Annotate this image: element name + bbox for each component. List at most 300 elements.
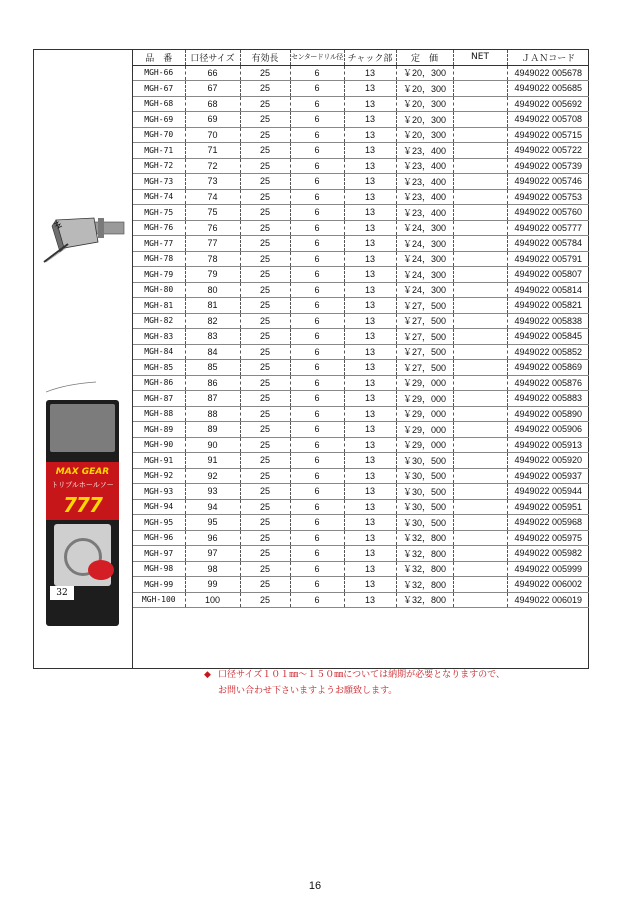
- cell-center-drill: 6: [290, 205, 344, 221]
- cell-part-number: MGH-88: [133, 406, 185, 422]
- cell-effective-length: 25: [240, 468, 290, 484]
- cell-chuck: 13: [344, 344, 396, 360]
- cell-diameter: 80: [185, 282, 240, 298]
- cell-jan-code: 4949022 005814: [507, 282, 589, 298]
- cell-list-price: ￥29，000: [396, 437, 453, 453]
- cell-list-price: ￥20，300: [396, 112, 453, 128]
- cell-jan-code: 4949022 005791: [507, 251, 589, 267]
- hole-saw-image: [42, 212, 128, 272]
- cell-center-drill: 6: [290, 143, 344, 159]
- table-row: [133, 360, 589, 376]
- cell-effective-length: 25: [240, 453, 290, 469]
- header-part-number: 品 番: [133, 50, 185, 65]
- cell-part-number: MGH-69: [133, 112, 185, 128]
- cell-net: [453, 127, 507, 143]
- cell-diameter: 72: [185, 158, 240, 174]
- cell-list-price: ￥32，800: [396, 577, 453, 593]
- cell-part-number: MGH-92: [133, 468, 185, 484]
- cell-jan-code: 4949022 005845: [507, 329, 589, 345]
- cell-jan-code: 4949022 005777: [507, 220, 589, 236]
- cell-center-drill: 6: [290, 391, 344, 407]
- cell-chuck: 13: [344, 329, 396, 345]
- cell-chuck: 13: [344, 189, 396, 205]
- cell-net: [453, 546, 507, 562]
- cell-diameter: 85: [185, 360, 240, 376]
- cell-center-drill: 6: [290, 267, 344, 283]
- cell-chuck: 13: [344, 453, 396, 469]
- cell-chuck: 13: [344, 375, 396, 391]
- cell-list-price: ￥30，500: [396, 499, 453, 515]
- cell-chuck: 13: [344, 205, 396, 221]
- cell-diameter: 90: [185, 437, 240, 453]
- table-row: [133, 65, 589, 81]
- cell-part-number: MGH-85: [133, 360, 185, 376]
- package-size-label: 32: [50, 586, 74, 600]
- cell-effective-length: 25: [240, 422, 290, 438]
- cell-chuck: 13: [344, 437, 396, 453]
- cell-chuck: 13: [344, 282, 396, 298]
- cell-part-number: MGH-77: [133, 236, 185, 252]
- cell-chuck: 13: [344, 406, 396, 422]
- cell-part-number: MGH-89: [133, 422, 185, 438]
- cell-effective-length: 25: [240, 251, 290, 267]
- cell-center-drill: 6: [290, 422, 344, 438]
- cell-net: [453, 205, 507, 221]
- cell-part-number: MGH-82: [133, 313, 185, 329]
- cell-part-number: MGH-96: [133, 530, 185, 546]
- cell-effective-length: 25: [240, 360, 290, 376]
- table-row: [133, 453, 589, 469]
- cell-center-drill: 6: [290, 499, 344, 515]
- cell-net: [453, 65, 507, 81]
- cell-part-number: MGH-74: [133, 189, 185, 205]
- table-row: [133, 592, 589, 608]
- cell-net: [453, 530, 507, 546]
- package-model: トリプルホールソー: [51, 481, 114, 489]
- cell-diameter: 97: [185, 546, 240, 562]
- cell-center-drill: 6: [290, 406, 344, 422]
- table-header-row: [133, 50, 589, 65]
- cell-part-number: MGH-68: [133, 96, 185, 112]
- cell-effective-length: 25: [240, 437, 290, 453]
- header-center-drill: センタードリル径: [290, 50, 344, 65]
- cell-part-number: MGH-72: [133, 158, 185, 174]
- cell-center-drill: 6: [290, 220, 344, 236]
- cell-jan-code: 4949022 005999: [507, 561, 589, 577]
- cell-list-price: ￥20，300: [396, 81, 453, 97]
- cell-diameter: 87: [185, 391, 240, 407]
- cell-list-price: ￥30，500: [396, 515, 453, 531]
- cell-diameter: 71: [185, 143, 240, 159]
- cell-diameter: 67: [185, 81, 240, 97]
- cell-chuck: 13: [344, 422, 396, 438]
- cell-net: [453, 251, 507, 267]
- cell-center-drill: 6: [290, 375, 344, 391]
- cell-effective-length: 25: [240, 81, 290, 97]
- cell-net: [453, 422, 507, 438]
- cell-diameter: 84: [185, 344, 240, 360]
- cell-center-drill: 6: [290, 546, 344, 562]
- cell-diameter: 79: [185, 267, 240, 283]
- cell-diameter: 99: [185, 577, 240, 593]
- cell-jan-code: 4949022 005821: [507, 298, 589, 314]
- table-row: [133, 298, 589, 314]
- table-row: [133, 158, 589, 174]
- catalog-frame: [33, 49, 589, 696]
- cell-part-number: MGH-97: [133, 546, 185, 562]
- cell-part-number: MGH-73: [133, 174, 185, 190]
- cell-center-drill: 6: [290, 127, 344, 143]
- cell-effective-length: 25: [240, 298, 290, 314]
- cell-jan-code: 4949022 005975: [507, 530, 589, 546]
- package-model-number: 777: [63, 493, 102, 517]
- header-effective-length: 有効長: [240, 50, 290, 65]
- cell-diameter: 82: [185, 313, 240, 329]
- cell-center-drill: 6: [290, 344, 344, 360]
- cell-net: [453, 112, 507, 128]
- cell-jan-code: 4949022 005685: [507, 81, 589, 97]
- cell-diameter: 75: [185, 205, 240, 221]
- cell-effective-length: 25: [240, 112, 290, 128]
- cell-part-number: MGH-71: [133, 143, 185, 159]
- table-row: [133, 143, 589, 159]
- cell-part-number: MGH-76: [133, 220, 185, 236]
- cell-part-number: MGH-80: [133, 282, 185, 298]
- cell-part-number: MGH-67: [133, 81, 185, 97]
- cell-diameter: 76: [185, 220, 240, 236]
- table-row: [133, 391, 589, 407]
- cell-list-price: ￥30，500: [396, 484, 453, 500]
- table-row: [133, 189, 589, 205]
- cell-jan-code: 4949022 005760: [507, 205, 589, 221]
- cell-chuck: 13: [344, 236, 396, 252]
- cell-diameter: 73: [185, 174, 240, 190]
- cell-center-drill: 6: [290, 96, 344, 112]
- cell-chuck: 13: [344, 158, 396, 174]
- cell-center-drill: 6: [290, 298, 344, 314]
- cell-diameter: 78: [185, 251, 240, 267]
- cell-effective-length: 25: [240, 158, 290, 174]
- table-row: [133, 422, 589, 438]
- cell-effective-length: 25: [240, 236, 290, 252]
- cell-diameter: 86: [185, 375, 240, 391]
- cell-center-drill: 6: [290, 484, 344, 500]
- cell-jan-code: 4949022 005883: [507, 391, 589, 407]
- cell-jan-code: 4949022 005982: [507, 546, 589, 562]
- cell-list-price: ￥29，000: [396, 375, 453, 391]
- cell-jan-code: 4949022 005920: [507, 453, 589, 469]
- cell-center-drill: 6: [290, 577, 344, 593]
- cell-diameter: 92: [185, 468, 240, 484]
- cell-center-drill: 6: [290, 592, 344, 608]
- cell-diameter: 93: [185, 484, 240, 500]
- cell-net: [453, 406, 507, 422]
- cell-list-price: ￥27，500: [396, 313, 453, 329]
- cell-list-price: ￥32，800: [396, 530, 453, 546]
- cell-net: [453, 375, 507, 391]
- cell-net: [453, 561, 507, 577]
- cell-effective-length: 25: [240, 484, 290, 500]
- cell-chuck: 13: [344, 313, 396, 329]
- table-row: [133, 515, 589, 531]
- table-row: [133, 406, 589, 422]
- cell-jan-code: 4949022 005852: [507, 344, 589, 360]
- cell-jan-code: 4949022 005715: [507, 127, 589, 143]
- cell-jan-code: 4949022 005890: [507, 406, 589, 422]
- table-row: [133, 468, 589, 484]
- cell-part-number: MGH-79: [133, 267, 185, 283]
- table-row: [133, 546, 589, 562]
- cell-net: [453, 592, 507, 608]
- cell-net: [453, 499, 507, 515]
- cell-effective-length: 25: [240, 515, 290, 531]
- cell-jan-code: 4949022 005968: [507, 515, 589, 531]
- cell-part-number: MGH-81: [133, 298, 185, 314]
- cell-part-number: MGH-78: [133, 251, 185, 267]
- cell-part-number: MGH-90: [133, 437, 185, 453]
- cell-diameter: 70: [185, 127, 240, 143]
- cell-net: [453, 236, 507, 252]
- cell-center-drill: 6: [290, 251, 344, 267]
- table-row: [133, 484, 589, 500]
- table-row: [133, 329, 589, 345]
- cell-center-drill: 6: [290, 174, 344, 190]
- cell-diameter: 89: [185, 422, 240, 438]
- cell-part-number: MGH-84: [133, 344, 185, 360]
- cell-list-price: ￥32，800: [396, 561, 453, 577]
- cell-net: [453, 174, 507, 190]
- cell-part-number: MGH-94: [133, 499, 185, 515]
- cell-center-drill: 6: [290, 189, 344, 205]
- cell-diameter: 98: [185, 561, 240, 577]
- diamond-bullet-icon: ◆: [204, 670, 211, 680]
- cell-chuck: 13: [344, 561, 396, 577]
- cell-chuck: 13: [344, 298, 396, 314]
- cell-jan-code: 4949022 005937: [507, 468, 589, 484]
- package-saws-top: [50, 404, 115, 452]
- cell-chuck: 13: [344, 127, 396, 143]
- cell-list-price: ￥20，300: [396, 65, 453, 81]
- cell-chuck: 13: [344, 96, 396, 112]
- cell-chuck: 13: [344, 251, 396, 267]
- cable-image: [46, 378, 96, 394]
- cell-effective-length: 25: [240, 499, 290, 515]
- cell-net: [453, 344, 507, 360]
- cell-net: [453, 313, 507, 329]
- cell-part-number: MGH-70: [133, 127, 185, 143]
- cell-effective-length: 25: [240, 174, 290, 190]
- table-row: [133, 267, 589, 283]
- cell-effective-length: 25: [240, 205, 290, 221]
- cell-effective-length: 25: [240, 282, 290, 298]
- cell-part-number: MGH-87: [133, 391, 185, 407]
- cell-net: [453, 453, 507, 469]
- cell-net: [453, 96, 507, 112]
- product-image-column: [34, 50, 133, 668]
- table-row: [133, 236, 589, 252]
- cell-chuck: 13: [344, 592, 396, 608]
- cell-effective-length: 25: [240, 313, 290, 329]
- cell-diameter: 88: [185, 406, 240, 422]
- table-row: [133, 437, 589, 453]
- cell-part-number: MGH-91: [133, 453, 185, 469]
- table-row: [133, 530, 589, 546]
- cell-list-price: ￥23，400: [396, 189, 453, 205]
- cell-center-drill: 6: [290, 515, 344, 531]
- cell-center-drill: 6: [290, 468, 344, 484]
- cell-effective-length: 25: [240, 375, 290, 391]
- cell-jan-code: 4949022 005722: [507, 143, 589, 159]
- cell-effective-length: 25: [240, 406, 290, 422]
- cell-diameter: 81: [185, 298, 240, 314]
- package-footer: [50, 608, 115, 616]
- cell-jan-code: 4949022 005906: [507, 422, 589, 438]
- cell-effective-length: 25: [240, 127, 290, 143]
- cell-list-price: ￥32，800: [396, 546, 453, 562]
- table-row: [133, 499, 589, 515]
- cell-jan-code: 4949022 005739: [507, 158, 589, 174]
- cell-list-price: ￥24，300: [396, 282, 453, 298]
- cell-list-price: ￥29，000: [396, 406, 453, 422]
- cell-net: [453, 81, 507, 97]
- cell-list-price: ￥24，300: [396, 251, 453, 267]
- cell-effective-length: 25: [240, 329, 290, 345]
- table-row: [133, 561, 589, 577]
- cell-jan-code: 4949022 005944: [507, 484, 589, 500]
- cell-effective-length: 25: [240, 143, 290, 159]
- spec-table: [133, 50, 589, 608]
- cell-diameter: 100: [185, 592, 240, 608]
- spec-table-body: [133, 65, 589, 608]
- cell-list-price: ￥23，400: [396, 205, 453, 221]
- cell-part-number: MGH-83: [133, 329, 185, 345]
- cell-effective-length: 25: [240, 189, 290, 205]
- cell-center-drill: 6: [290, 112, 344, 128]
- cell-chuck: 13: [344, 515, 396, 531]
- cell-effective-length: 25: [240, 220, 290, 236]
- cell-center-drill: 6: [290, 81, 344, 97]
- header-net: NET: [453, 50, 507, 65]
- cell-jan-code: 4949022 006002: [507, 577, 589, 593]
- header-chuck: チャック部: [344, 50, 396, 65]
- cell-jan-code: 4949022 005746: [507, 174, 589, 190]
- cell-jan-code: 4949022 005708: [507, 112, 589, 128]
- cell-net: [453, 220, 507, 236]
- cell-effective-length: 25: [240, 561, 290, 577]
- cell-diameter: 68: [185, 96, 240, 112]
- cell-effective-length: 25: [240, 96, 290, 112]
- cell-net: [453, 577, 507, 593]
- cell-list-price: ￥20，300: [396, 127, 453, 143]
- table-row: [133, 127, 589, 143]
- notes: [204, 667, 505, 699]
- cell-effective-length: 25: [240, 546, 290, 562]
- cell-center-drill: 6: [290, 313, 344, 329]
- cell-chuck: 13: [344, 143, 396, 159]
- cell-chuck: 13: [344, 174, 396, 190]
- cell-diameter: 69: [185, 112, 240, 128]
- cell-list-price: ￥32，800: [396, 592, 453, 608]
- package-brand: MAX GEAR: [55, 467, 110, 477]
- cell-chuck: 13: [344, 220, 396, 236]
- note-line-1: [204, 667, 505, 683]
- cell-net: [453, 468, 507, 484]
- cell-chuck: 13: [344, 499, 396, 515]
- table-row: [133, 205, 589, 221]
- table-row: [133, 96, 589, 112]
- cell-net: [453, 484, 507, 500]
- cell-center-drill: 6: [290, 530, 344, 546]
- cell-jan-code: 4949022 005838: [507, 313, 589, 329]
- cell-part-number: MGH-75: [133, 205, 185, 221]
- cell-chuck: 13: [344, 65, 396, 81]
- cell-center-drill: 6: [290, 437, 344, 453]
- cell-list-price: ￥23，400: [396, 174, 453, 190]
- cell-part-number: MGH-95: [133, 515, 185, 531]
- cell-diameter: 91: [185, 453, 240, 469]
- cell-chuck: 13: [344, 267, 396, 283]
- cell-list-price: ￥29，000: [396, 391, 453, 407]
- table-row: [133, 375, 589, 391]
- cell-center-drill: 6: [290, 158, 344, 174]
- cell-jan-code: 4949022 005913: [507, 437, 589, 453]
- table-row: [133, 282, 589, 298]
- table-row: [133, 251, 589, 267]
- cell-part-number: MGH-66: [133, 65, 185, 81]
- cell-chuck: 13: [344, 577, 396, 593]
- cell-chuck: 13: [344, 360, 396, 376]
- cell-center-drill: 6: [290, 65, 344, 81]
- cell-net: [453, 158, 507, 174]
- cell-list-price: ￥30，500: [396, 453, 453, 469]
- cell-center-drill: 6: [290, 360, 344, 376]
- cell-jan-code: 4949022 005869: [507, 360, 589, 376]
- cell-net: [453, 282, 507, 298]
- cell-part-number: MGH-98: [133, 561, 185, 577]
- cell-chuck: 13: [344, 530, 396, 546]
- product-package-image: [46, 400, 119, 626]
- cell-jan-code: 4949022 005678: [507, 65, 589, 81]
- cell-jan-code: 4949022 005692: [507, 96, 589, 112]
- cell-chuck: 13: [344, 112, 396, 128]
- cell-part-number: MGH-93: [133, 484, 185, 500]
- cell-list-price: ￥24，300: [396, 236, 453, 252]
- header-diameter: 口径サイズ: [185, 50, 240, 65]
- header-jan-code: ＪＡＮコード: [507, 50, 589, 65]
- cell-effective-length: 25: [240, 267, 290, 283]
- cell-effective-length: 25: [240, 344, 290, 360]
- cell-part-number: MGH-86: [133, 375, 185, 391]
- cell-net: [453, 189, 507, 205]
- table-row: [133, 174, 589, 190]
- cell-list-price: ￥27，500: [396, 329, 453, 345]
- cell-list-price: ￥27，500: [396, 298, 453, 314]
- cell-part-number: MGH-99: [133, 577, 185, 593]
- cell-jan-code: 4949022 005876: [507, 375, 589, 391]
- cell-net: [453, 515, 507, 531]
- page-number: 16: [308, 880, 322, 892]
- cell-diameter: 66: [185, 65, 240, 81]
- cell-jan-code: 4949022 005951: [507, 499, 589, 515]
- cell-diameter: 83: [185, 329, 240, 345]
- table-row: [133, 313, 589, 329]
- cell-chuck: 13: [344, 484, 396, 500]
- cell-jan-code: 4949022 005753: [507, 189, 589, 205]
- note-text-2: お問い合わせ下さいますようお願致します。: [218, 686, 398, 696]
- cell-diameter: 95: [185, 515, 240, 531]
- table-row: [133, 81, 589, 97]
- cell-effective-length: 25: [240, 530, 290, 546]
